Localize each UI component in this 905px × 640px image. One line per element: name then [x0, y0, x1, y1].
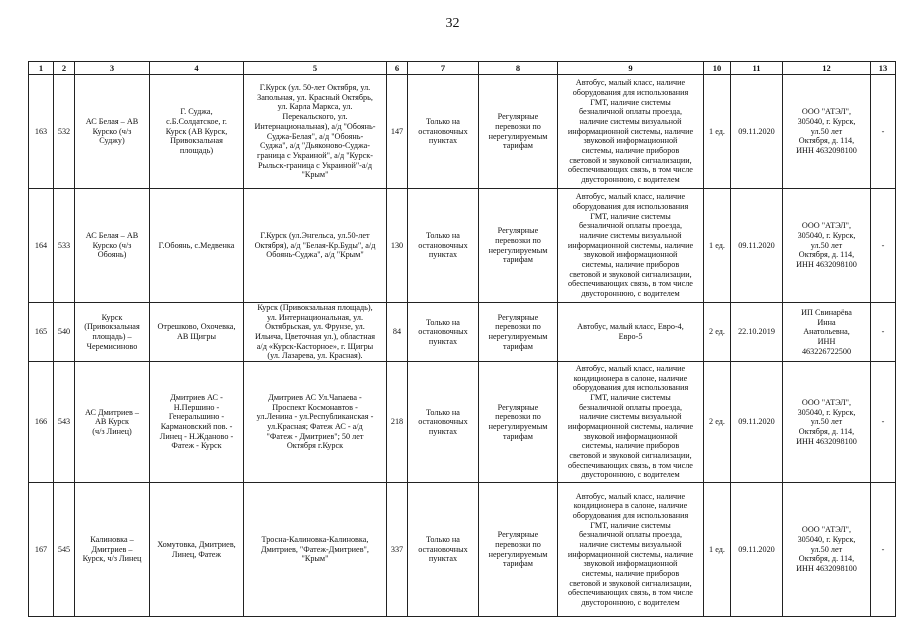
vehicle-spec: Автобус, малый класс, наличие оборудования для использования ГМТ, наличие системы безналичной оплаты проезда, наличие системы визуальной информационной системы, наличие звуковой информационной системы, наличие приборов световой и звуковой сигнализации, обеспечивающих связь, в том числе двустороннюю, с водителем	[558, 75, 704, 189]
carrier-info: ООО "АТЭЛ", 305040, г. Курск, ул.50 лет Октября, д. 114, ИНН 4632098100	[783, 189, 871, 303]
vehicle-count: 1 ед.	[704, 75, 731, 189]
vehicle-spec: Автобус, малый класс, наличие кондиционера в салоне, наличие оборудования для использования ГМТ, наличие системы безналичной оплаты проезда, наличие системы визуальной информационной системы, наличие звуковой информационной системы, наличие приборов световой и звуковой сигнализации, обеспечивающих связь, в том числе двустороннюю, с водителем	[558, 362, 704, 483]
route-streets: Курск (Привокзальная площадь), ул. Интернациональная, ул. Октябрьская, ул. Фрунзе, ул. Ильича, Цветочная ул.), областная а/д «Курск-Касторное», г. Щигры (ул. Лазарева, ул. Красная).	[244, 303, 387, 362]
intermediate-stops: Г.Обоянь, с.Медвенка	[150, 189, 244, 303]
route-length: 147	[387, 75, 408, 189]
extra-info: -	[871, 483, 896, 617]
col-header-1: 1	[29, 62, 54, 75]
intermediate-stops: Г. Суджа, с.Б.Солдатское, г. Курск (АВ Курск, Привокзальная площадь)	[150, 75, 244, 189]
route-streets: Дмитриев АС Ул.Чапаева - Проспект Космонавтов - ул.Ленина - ул.Республиканская - ул.Красная; Фатеж АС - а/д "Фатеж - Дмитриев"; 50 лет Октября г.Курск	[244, 362, 387, 483]
transport-kind: Регулярные перевозки по нерегулируемым тарифам	[479, 189, 558, 303]
transport-kind: Регулярные перевозки по нерегулируемым тарифам	[479, 483, 558, 617]
row-number: 163	[29, 75, 54, 189]
table-row	[29, 189, 896, 303]
vehicle-count: 1 ед.	[704, 189, 731, 303]
carrier-info: ООО "АТЭЛ", 305040, г. Курск, ул.50 лет Октября, д. 114, ИНН 4632098100	[783, 362, 871, 483]
table-row	[29, 362, 896, 483]
boarding-order: Только на остановочных пунктах	[408, 362, 479, 483]
start-date: 09.11.2020	[731, 189, 783, 303]
routes-table	[28, 61, 896, 617]
row-number: 165	[29, 303, 54, 362]
vehicle-spec: Автобус, малый класс, Евро-4, Евро-5	[558, 303, 704, 362]
route-streets: Тросна-Калиновка-Калиновка, Дмитриев, "Фатеж-Дмитриев", "Крым"	[244, 483, 387, 617]
col-header-3: 3	[75, 62, 150, 75]
carrier-info: ООО "АТЭЛ", 305040, г. Курск, ул.50 лет Октября, д. 114, ИНН 4632098100	[783, 75, 871, 189]
boarding-order: Только на остановочных пунктах	[408, 75, 479, 189]
route-length: 84	[387, 303, 408, 362]
carrier-info: ООО "АТЭЛ", 305040, г. Курск, ул.50 лет Октября, д. 114, ИНН 4632098100	[783, 483, 871, 617]
start-date: 22.10.2019	[731, 303, 783, 362]
page-number: 32	[445, 16, 460, 31]
header-row	[29, 62, 896, 75]
route-length: 218	[387, 362, 408, 483]
start-date: 09.11.2020	[731, 362, 783, 483]
vehicle-spec: Автобус, малый класс, наличие оборудования для использования ГМТ, наличие системы безналичной оплаты проезда, наличие системы визуальной информационной системы, наличие звуковой информационной системы, наличие приборов световой и звуковой сигнализации, обеспечивающих связь, в том числе двустороннюю, с водителем	[558, 189, 704, 303]
vehicle-spec: Автобус, малый класс, наличие кондиционера в салоне, наличие оборудования для использования ГМТ, наличие системы безналичной оплаты проезда, наличие системы визуальной информационной системы, наличие звуковой информационной системы, наличие приборов световой и звуковой сигнализации, обеспечивающих связь, в том числе двустороннюю, с водителем	[558, 483, 704, 617]
intermediate-stops: Дмитриев АС - Н.Першино - Генеральшино - Кармановский пов. - Линец - Н.Жданово - Фатеж - Курск	[150, 362, 244, 483]
route-name: АС Дмитриев – АВ Курск (ч/з Линец)	[75, 362, 150, 483]
row-number: 166	[29, 362, 54, 483]
intermediate-stops: Отрешково, Охочевка, АВ Щигры	[150, 303, 244, 362]
col-header-9: 9	[558, 62, 704, 75]
registry-number: 533	[54, 189, 75, 303]
extra-info: -	[871, 362, 896, 483]
extra-info: -	[871, 189, 896, 303]
col-header-4: 4	[150, 62, 244, 75]
col-header-12: 12	[783, 62, 871, 75]
vehicle-count: 1 ед.	[704, 483, 731, 617]
boarding-order: Только на остановочных пунктах	[408, 189, 479, 303]
registry-number: 532	[54, 75, 75, 189]
col-header-5: 5	[244, 62, 387, 75]
route-name: Калиновка – Дмитриев – Курск, ч/з Линец	[75, 483, 150, 617]
vehicle-count: 2 ед.	[704, 362, 731, 483]
col-header-2: 2	[54, 62, 75, 75]
route-length: 130	[387, 189, 408, 303]
start-date: 09.11.2020	[731, 75, 783, 189]
carrier-info: ИП Свинарёва Инна Анатольевна, ИНН 463226722500	[783, 303, 871, 362]
registry-number: 545	[54, 483, 75, 617]
transport-kind: Регулярные перевозки по нерегулируемым тарифам	[479, 303, 558, 362]
route-length: 337	[387, 483, 408, 617]
col-header-6: 6	[387, 62, 408, 75]
route-name: АС Белая – АВ Курско (ч/з Суджу)	[75, 75, 150, 189]
col-header-8: 8	[479, 62, 558, 75]
registry-number: 540	[54, 303, 75, 362]
route-streets: Г.Курск (ул.Энгельса, ул.50-лет Октября), а/д "Белая-Кр.Буды", а/д Обоянь-Суджа", а/д "Крым"	[244, 189, 387, 303]
route-name: АС Белая – АВ Курско (ч/з Обоянь)	[75, 189, 150, 303]
boarding-order: Только на остановочных пунктах	[408, 303, 479, 362]
transport-kind: Регулярные перевозки по нерегулируемым тарифам	[479, 75, 558, 189]
col-header-11: 11	[731, 62, 783, 75]
table-row	[29, 303, 896, 362]
vehicle-count: 2 ед.	[704, 303, 731, 362]
extra-info: -	[871, 303, 896, 362]
row-number: 167	[29, 483, 54, 617]
col-header-13: 13	[871, 62, 896, 75]
boarding-order: Только на остановочных пунктах	[408, 483, 479, 617]
col-header-10: 10	[704, 62, 731, 75]
registry-number: 543	[54, 362, 75, 483]
table-row	[29, 483, 896, 617]
col-header-7: 7	[408, 62, 479, 75]
transport-kind: Регулярные перевозки по нерегулируемым тарифам	[479, 362, 558, 483]
route-streets: Г.Курск (ул. 50-лет Октября, ул. Запольная, ул. Красный Октябрь, ул. Карла Маркса, ул. Перекальского, ул. Интернациональная), а/д "Обоянь- Суджа-Белая", а/д "Обоянь- Суджа", а/д "Дьяконово-Суджа- граница с Украиной", а/д "Курск- Рыльск-граница с Украиной"-а/д "Крым"	[244, 75, 387, 189]
table-row	[29, 75, 896, 189]
row-number: 164	[29, 189, 54, 303]
intermediate-stops: Хомутовка, Дмитриев, Линец, Фатеж	[150, 483, 244, 617]
route-name: Курск (Привокзальная площадь) – Черемисиново	[75, 303, 150, 362]
extra-info: -	[871, 75, 896, 189]
start-date: 09.11.2020	[731, 483, 783, 617]
